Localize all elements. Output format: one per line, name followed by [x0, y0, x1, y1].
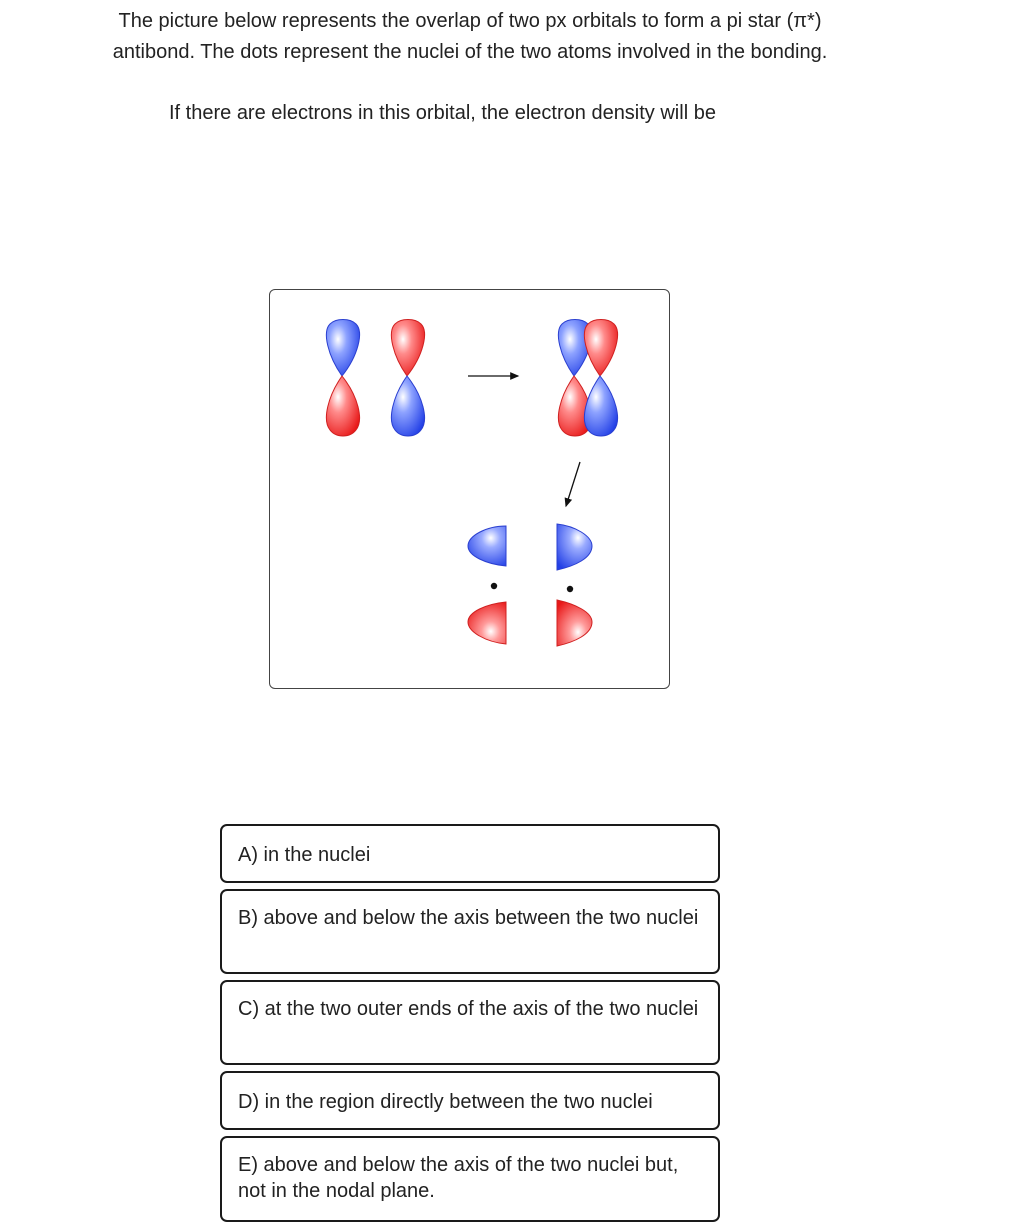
- option-b-label: B) above and below the axis between the two nuclei: [238, 907, 699, 929]
- pi-star-orbital: [468, 524, 592, 646]
- lobe-blue-icon: [557, 524, 592, 570]
- option-e-label: E) above and below the axis of the two nuclei but, not in the nodal plane.: [238, 1154, 679, 1202]
- question-text: If there are electrons in this orbital, the electron density will be: [169, 102, 716, 124]
- option-c-label: C) at the two outer ends of the axis of the two nuclei: [238, 998, 699, 1020]
- lobe-blue-icon: [326, 320, 359, 377]
- lobe-red-icon: [584, 320, 617, 377]
- option-e[interactable]: [220, 1136, 720, 1222]
- arrow-down-icon: [566, 462, 580, 506]
- lobe-blue-icon: [468, 526, 506, 566]
- option-a[interactable]: [220, 824, 720, 883]
- option-d-label: D) in the region directly between the two nuclei: [238, 1091, 653, 1113]
- option-a-label: A) in the nuclei: [238, 844, 371, 866]
- option-c[interactable]: [220, 980, 720, 1065]
- option-b[interactable]: [220, 889, 720, 974]
- orbital-diagram: [269, 289, 670, 689]
- lobe-red-icon: [326, 376, 359, 436]
- lobe-red-icon: [557, 600, 592, 646]
- lobe-blue-icon: [584, 376, 617, 436]
- intro-text: [0, 6, 940, 68]
- orbital-diagram-svg: [270, 290, 671, 690]
- intro-line-2: antibond. The dots represent the nuclei of the two atoms involved in the bonding.: [112, 41, 828, 63]
- nucleus-dot-icon: [567, 586, 573, 592]
- option-d[interactable]: [220, 1071, 720, 1130]
- lobe-red-icon: [391, 320, 424, 377]
- nucleus-dot-icon: [491, 583, 497, 589]
- p-orbital-left: [326, 320, 359, 437]
- lobe-red-icon: [468, 602, 506, 644]
- overlapping-orbitals: [558, 320, 617, 437]
- intro-line-1: The picture below represents the overlap of two px orbitals to form a pi star (π*): [118, 10, 822, 32]
- p-orbital-right: [391, 320, 424, 437]
- lobe-blue-icon: [391, 376, 424, 436]
